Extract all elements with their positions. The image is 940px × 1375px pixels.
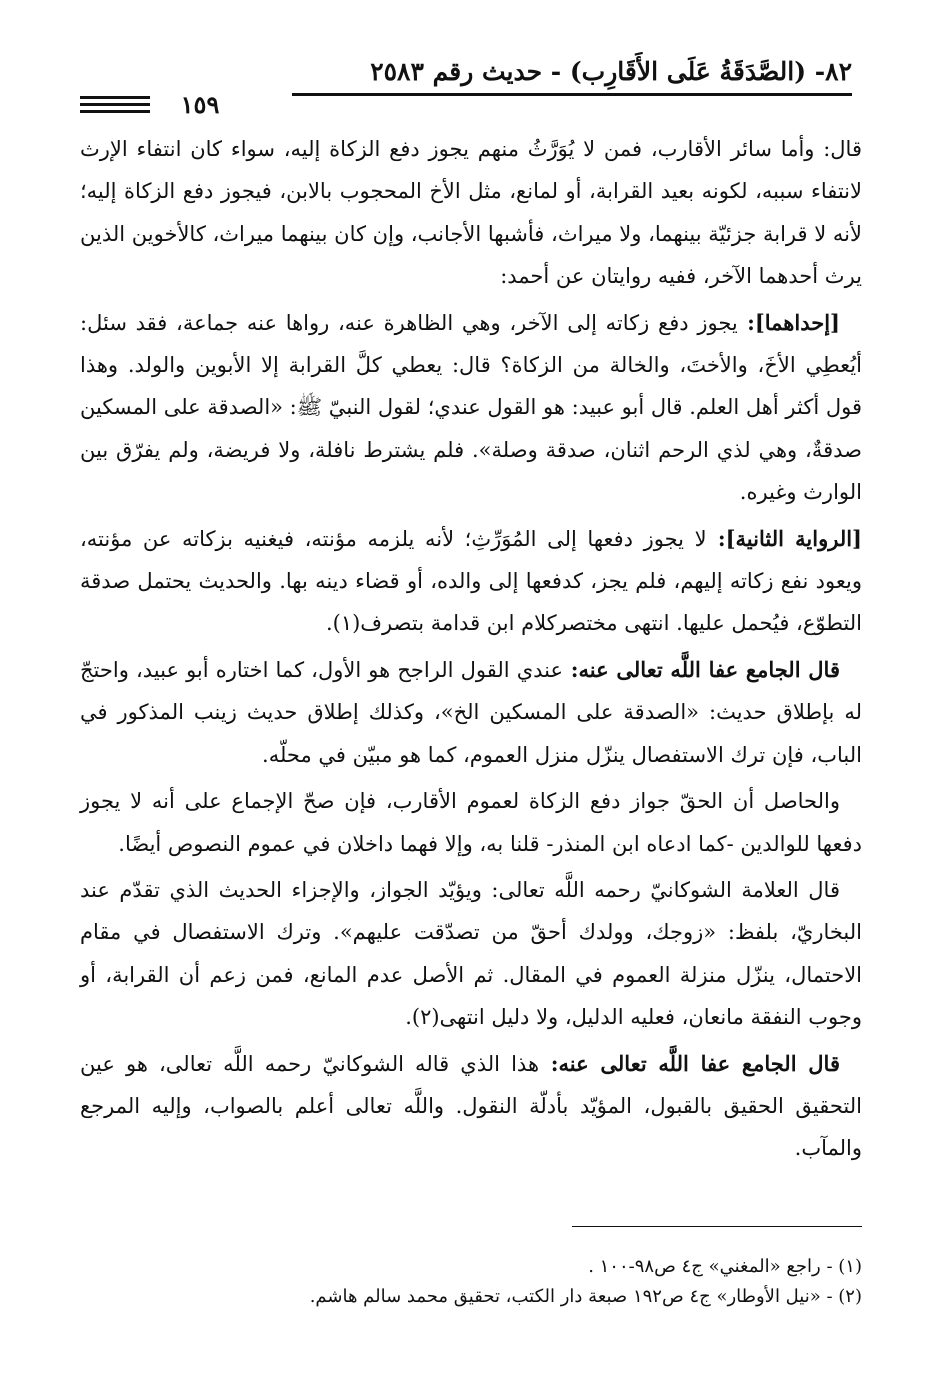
paragraph	[80, 1043, 862, 1170]
paragraph-lead: [إحداهما]:	[737, 309, 840, 335]
paragraph	[80, 780, 862, 865]
paragraph-text: هذا الذي قاله الشوكانيّ رحمه اللَّه تعالى، هو عين التحقيق الحقيق بالقبول، المؤيّد بأدلّة النقول. واللَّه تعالى أعلم بالصواب، وإليه المرجع والمآب.	[80, 1051, 862, 1161]
header-rule	[292, 93, 852, 96]
paragraph	[80, 649, 862, 776]
paragraph-text: لا يجوز دفعها إلى المُوَرِّثِ؛ لأنه يلزمه مؤنته، فيغنيه بزكاته عن مؤنته، ويعود نفع زكاته إليهم، فلم يجز، كدفعها إلى والده، أو قضاء دينه بها. والحديث يحتمل صدقة التطوّع، فيُحمل عليها. انتهى مختصركلام ابن قدامة بتصرف(١).	[80, 526, 862, 636]
paragraph-text: عندي القول الراجح هو الأول، كما اختاره أبو عبيد، واحتجّ له بإطلاق حديث: «الصدقة على المسكين الخ»، وكذلك إطلاق حديث زينب المذكور في الباب، فإن ترك الاستفصال ينزّل منزل العموم، كما هو مبيّن في محلّه.	[80, 657, 862, 767]
paragraph-text: والحاصل أن الحقّ جواز دفع الزكاة لعموم الأقارب، فإن صحّ الإجماع على أنه لا يجوز دفعها للوالدين -كما ادعاه ابن المنذر- قلنا به، وإلا فهما داخلان في عموم النصوص أيضًا.	[80, 789, 862, 856]
page-number-rule	[80, 110, 150, 113]
page-number: ١٥٩	[180, 90, 220, 119]
footnotes	[80, 1252, 862, 1312]
paragraph-lead: قال الجامع عفا اللَّه تعالى عنه:	[563, 656, 840, 682]
paragraph-lead: قال الجامع عفا اللَّه تعالى عنه:	[539, 1050, 840, 1076]
footnote: (٢) - «نيل الأوطار» ج٤ ص١٩٢ صبعة دار الكتب، تحقيق محمد سالم هاشم.	[309, 1286, 862, 1307]
paragraph	[80, 128, 862, 298]
paragraph-text: قال: وأما سائر الأقارب، فمن لا يُوَرَّثُ منهم يجوز دفع الزكاة إليه، سواء كان انتفاء الإرث لانتفاء سببه، لكونه بعيد القرابة، أو لمانع، مثل الأخ المحجوب بالابن، فيجوز دفع الزكاة إليه؛ لأنه لا قرابة جزئيّة بينهما، ولا ميراث، فأشبها الأجانب، وإن كان بينهما ميراث، كالأخوين الذين يرث أحدهما الآخر، ففيه روايتان عن أحمد:	[80, 137, 862, 289]
paragraph-text: يجوز دفع زكاته إلى الآخر، وهي الظاهرة عنه، رواها عنه جماعة، فقد سئل: أيُعطِي الأخَ، والأختَ، والخالة من الزكاة؟ قال: يعطي كلَّ القرابة إلا الأبوين والولد. وهذا قول أكثر أهل العلم. قال أبو عبيد: هو القول عندي؛ لقول النبيّ ﷺ: «الصدقة على المسكين صدقةٌ، وهي لذي الرحم اثنان، صدقة وصلة». فلم يشترط نافلة، ولا فريضة، ولم يفرّق بين الوارث وغيره.	[80, 310, 862, 505]
footnote-separator	[572, 1226, 862, 1227]
paragraph-text: قال العلامة الشوكانيّ رحمه اللَّه تعالى: ويؤيّد الجواز، والإجزاء الحديث الذي تقدّم عند البخاريّ، بلفظ: «زوجك، وولدك أحقّ من تصدّقت عليهم». وترك الاستفصال في مقام الاحتمال، ينزّل منزلة العموم في المقال. ثم الأصل عدم المانع، فمن زعم أن القرابة، أو وجوب النفقة مانعان، فعليه الدليل، ولا دليل انتهى(٢).	[80, 877, 862, 1030]
page-number-rule	[80, 103, 150, 106]
paragraph	[80, 869, 862, 1039]
paragraph	[80, 302, 862, 514]
paragraph-lead: [الرواية الثانية]:	[706, 525, 862, 551]
main-text	[80, 128, 862, 1174]
paragraph	[80, 518, 862, 645]
footnote: (١) - راجع «المغني» ج٤ ص٩٨-١٠٠ .	[588, 1256, 862, 1277]
running-header: ٨٢- (الصَّدَقَةُ عَلَى الأَقَارِب) - حديث رقم ٢٥٨٣	[370, 57, 852, 86]
page-number-rule	[80, 96, 150, 99]
